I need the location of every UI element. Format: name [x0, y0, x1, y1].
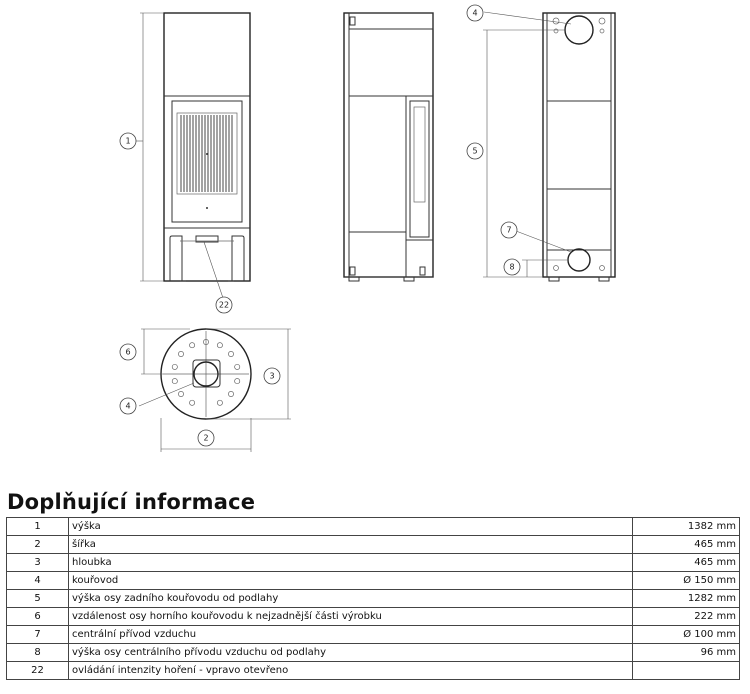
- row-label: výška osy zadního kouřovodu od podlahy: [69, 590, 633, 608]
- row-number: 5: [7, 590, 69, 608]
- top-view: [161, 329, 251, 419]
- row-label: šířka: [69, 536, 633, 554]
- row-label: výška osy centrálního přívodu vzduchu od podlahy: [69, 644, 633, 662]
- callout-6: [120, 344, 136, 360]
- table-row: [7, 644, 740, 662]
- section-title: Doplňující informace: [7, 490, 256, 514]
- spec-table: [6, 517, 740, 680]
- dimension-height: [134, 13, 164, 281]
- callout-3-label: 3: [269, 371, 275, 381]
- callout-4-top-label: 4: [125, 401, 131, 411]
- row-label: hloubka: [69, 554, 633, 572]
- callout-8: [504, 259, 520, 275]
- row-number: 22: [7, 662, 69, 680]
- callout-22: [216, 297, 232, 313]
- row-label: ovládání intenzity hoření - vpravo otevřeno: [69, 662, 633, 680]
- callout-2-label: 2: [203, 433, 209, 443]
- row-label: výška: [69, 518, 633, 536]
- table-row: [7, 608, 740, 626]
- callout-7: [501, 222, 517, 238]
- callout-1-label: 1: [125, 136, 131, 146]
- row-value: 465 mm: [633, 536, 740, 554]
- callout-4-back: [467, 5, 483, 21]
- row-value: Ø 100 mm: [633, 626, 740, 644]
- row-number: 1: [7, 518, 69, 536]
- back-view: [543, 13, 615, 281]
- dimension-flue-height: [483, 30, 566, 277]
- side-view: [344, 13, 433, 281]
- row-value: Ø 150 mm: [633, 572, 740, 590]
- callout-3: [264, 368, 280, 384]
- callout-7-label: 7: [506, 225, 512, 235]
- row-value: 222 mm: [633, 608, 740, 626]
- front-view: [164, 13, 250, 281]
- table-row: [7, 554, 740, 572]
- callout-5: [467, 143, 483, 159]
- row-number: 3: [7, 554, 69, 572]
- callout-8-label: 8: [509, 262, 515, 272]
- callout-1: [120, 133, 136, 149]
- row-number: 8: [7, 644, 69, 662]
- row-value: 1282 mm: [633, 590, 740, 608]
- table-row: [7, 572, 740, 590]
- callout-4-top: [120, 398, 136, 414]
- row-value: 1382 mm: [633, 518, 740, 536]
- callout-5-label: 5: [472, 146, 478, 156]
- callout-2: [198, 430, 214, 446]
- table-row: [7, 662, 740, 680]
- row-label: vzdálenost osy horního kouřovodu k nejzadnější části výrobku: [69, 608, 633, 626]
- callout-4-back-label: 4: [472, 8, 478, 18]
- table-row: [7, 590, 740, 608]
- callout-6-label: 6: [125, 347, 131, 357]
- table-row: [7, 518, 740, 536]
- table-row: [7, 626, 740, 644]
- table-row: [7, 536, 740, 554]
- row-value: 465 mm: [633, 554, 740, 572]
- row-label: centrální přívod vzduchu: [69, 626, 633, 644]
- row-number: 6: [7, 608, 69, 626]
- row-value: 96 mm: [633, 644, 740, 662]
- dimension-air-inlet-height: [522, 260, 567, 277]
- row-number: 2: [7, 536, 69, 554]
- row-number: 7: [7, 626, 69, 644]
- row-label: kouřovod: [69, 572, 633, 590]
- callout-22-label: 22: [218, 300, 230, 310]
- row-value: [633, 662, 740, 680]
- row-number: 4: [7, 572, 69, 590]
